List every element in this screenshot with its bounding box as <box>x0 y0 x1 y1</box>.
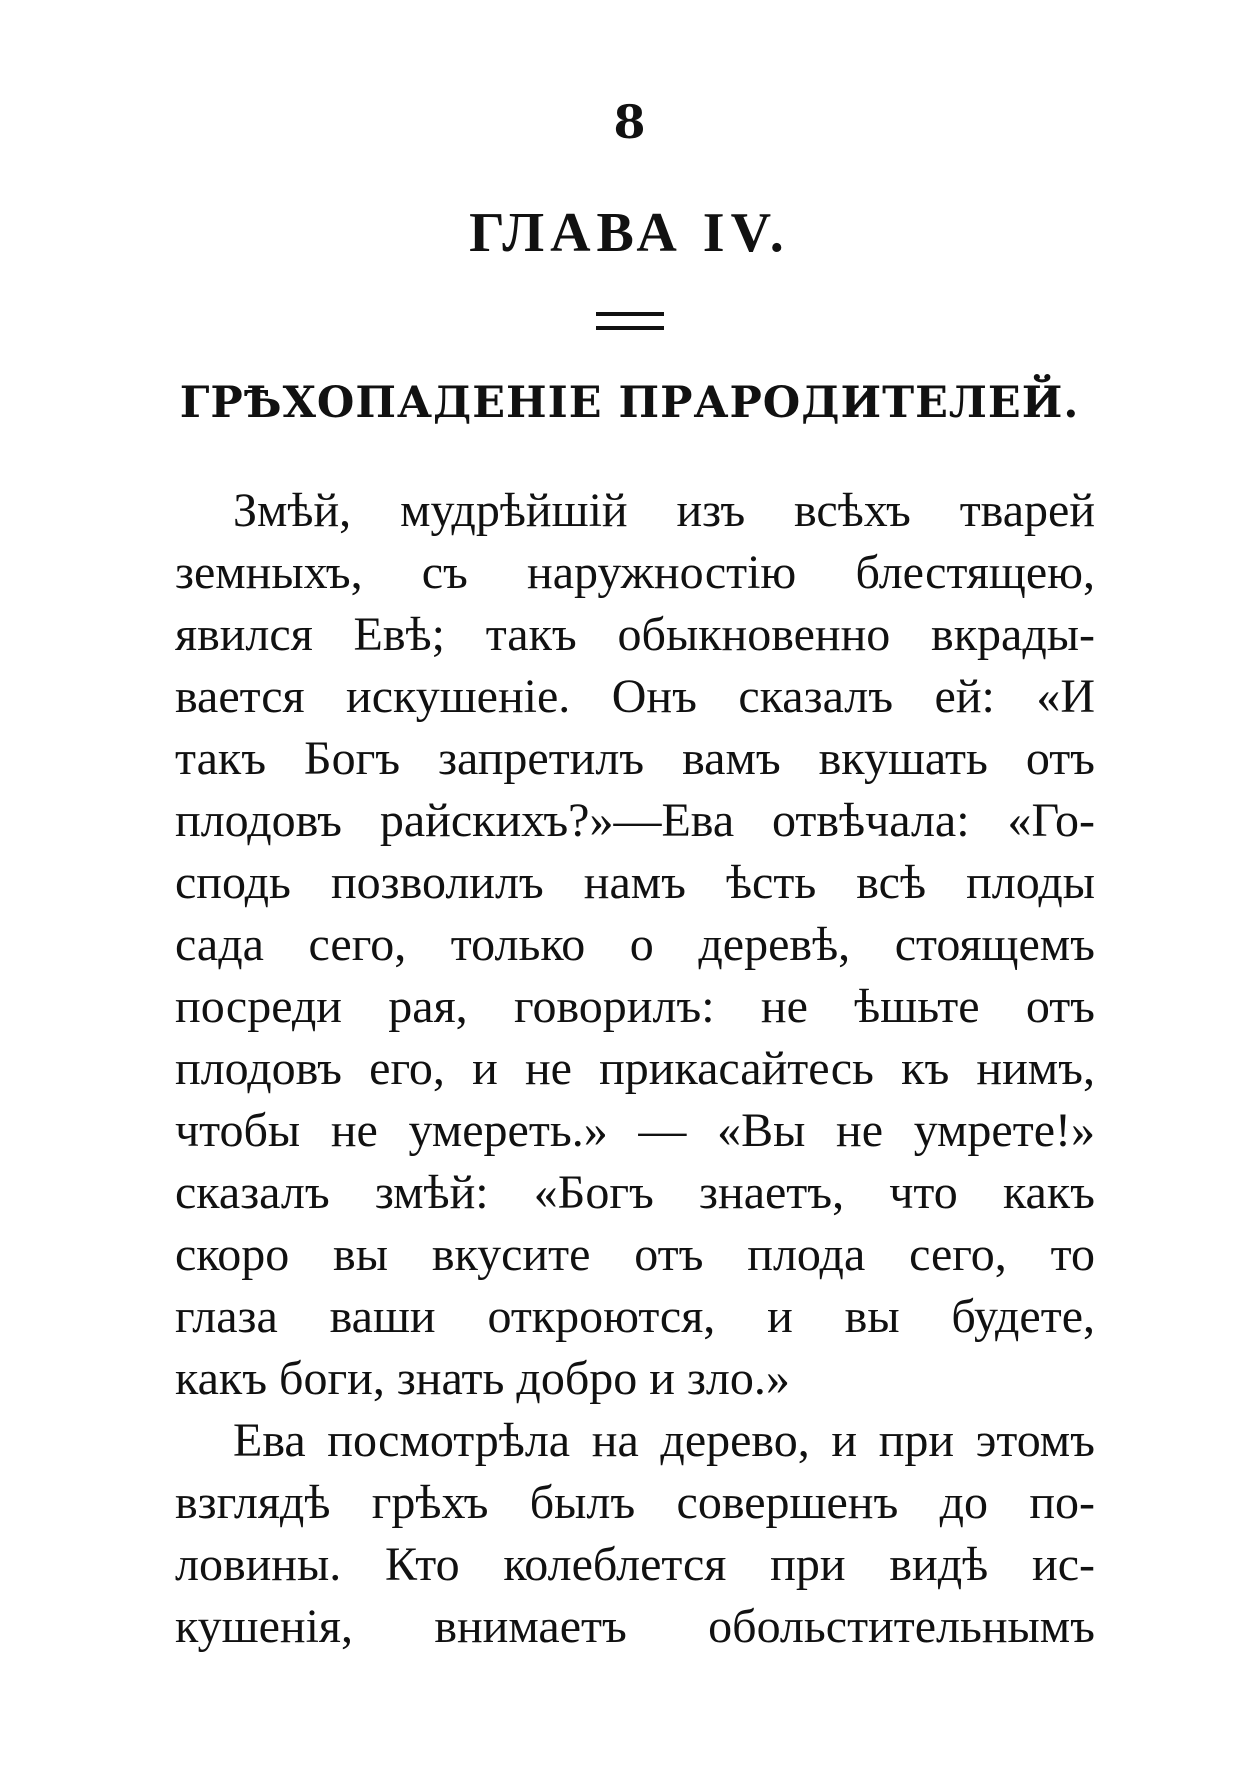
text-line: сада сего, только о деревѣ, стоящемъ <box>175 918 1095 971</box>
text-line: какъ боги, знать добро и зло.» <box>175 1352 790 1405</box>
divider-line-bottom <box>596 326 664 330</box>
text-line: сказалъ змѣй: «Богъ знаетъ, что какъ <box>175 1166 1095 1219</box>
chapter-heading: ГЛАВА IV. <box>469 202 790 264</box>
text-line: вается искушеніе. Онъ сказалъ ей: «И <box>175 670 1095 723</box>
text-line: явился Евѣ; такъ обыкновенно вкрады- <box>175 608 1095 661</box>
text-line: Змѣй, мудрѣйшій изъ всѣхъ тварей <box>233 484 1095 537</box>
text-line: чтобы не умереть.» — «Вы не умрете!» <box>175 1104 1095 1157</box>
text-line: взглядѣ грѣхъ былъ совершенъ до по- <box>175 1476 1095 1529</box>
section-title: ГРѢХОПАДЕНІЕ ПРАРОДИТЕЛЕЙ. <box>179 378 1080 428</box>
paragraph-2 <box>175 1410 1095 1658</box>
text-line: ловины. Кто колеблется при видѣ ис- <box>175 1538 1095 1591</box>
text-line: посреди рая, говорилъ: не ѣшьте отъ <box>175 980 1095 1033</box>
body-text <box>175 480 1095 1658</box>
text-line: сподь позволилъ намъ ѣсть всѣ плоды <box>175 856 1095 909</box>
text-line: плодовъ его, и не прикасайтесь къ нимъ, <box>175 1042 1095 1095</box>
text-line: глаза ваши откроются, и вы будете, <box>175 1290 1095 1343</box>
text-line: скоро вы вкусите отъ плода сего, то <box>175 1228 1095 1281</box>
text-line: кушенія, внимаетъ обольстительнымъ <box>175 1600 1095 1653</box>
double-rule-divider <box>596 312 664 334</box>
text-line: Ева посмотрѣла на дерево, и при этомъ <box>233 1414 1095 1467</box>
paragraph-1 <box>175 480 1095 1410</box>
text-line: плодовъ райскихъ?»—Ева отвѣчала: «Го- <box>175 794 1095 847</box>
text-line: такъ Богъ запретилъ вамъ вкушать отъ <box>175 732 1095 785</box>
page-number: 8 <box>613 95 646 149</box>
text-line: земныхъ, съ наружностію блестящею, <box>175 546 1095 599</box>
divider-line-top <box>596 312 664 316</box>
